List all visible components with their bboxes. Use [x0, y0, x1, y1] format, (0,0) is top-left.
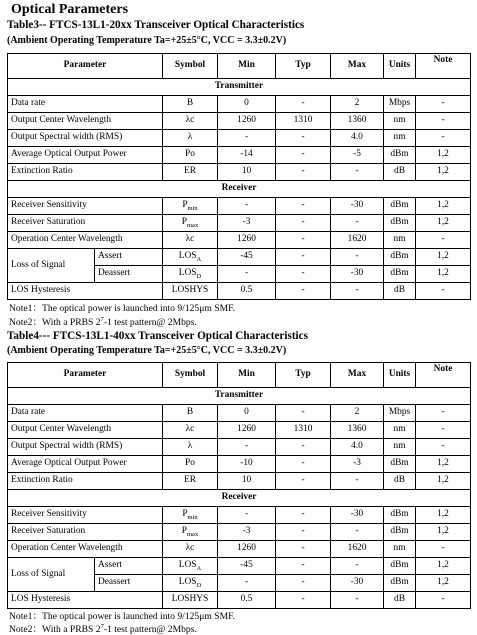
cell-typ: -: [276, 524, 331, 541]
cell-min: -: [218, 575, 276, 592]
cell-note: 1,2: [416, 164, 471, 181]
table-row: [8, 283, 471, 300]
note2-superscript: 7: [100, 315, 104, 323]
cell-typ: -: [276, 456, 331, 473]
cell-note: -: [416, 439, 471, 456]
cell-units: nm: [384, 130, 416, 147]
cell-typ: -: [276, 164, 331, 181]
cell-param: Extinction Ratio: [8, 473, 163, 490]
cell-max: -: [331, 592, 384, 609]
table-row: [8, 439, 471, 456]
cell-symbol: B: [163, 405, 218, 422]
cell-typ: -: [276, 215, 331, 232]
cell-param: Average Optical Output Power: [8, 456, 163, 473]
cell-units: dB: [384, 473, 416, 490]
table-row: [8, 147, 471, 164]
cell-units: dBm: [384, 558, 416, 575]
table3-note2: [9, 314, 197, 328]
cell-symbol: [163, 524, 218, 541]
table-row: [8, 422, 471, 439]
cell-symbol: λ: [163, 130, 218, 147]
header-min: Min: [218, 363, 276, 388]
symbol-subscript: min: [187, 514, 198, 522]
header-min: Min: [218, 54, 276, 79]
cell-param: Average Optical Output Power: [8, 147, 163, 164]
cell-symbol: ER: [163, 473, 218, 490]
cell-note: 1,2: [416, 473, 471, 490]
cell-subparam: Deassert: [95, 575, 163, 592]
cell-typ: -: [276, 232, 331, 249]
cell-symbol: [163, 507, 218, 524]
table-row: [8, 456, 471, 473]
header-max: Max: [331, 54, 384, 79]
cell-param: Loss of Signal: [8, 558, 95, 592]
cell-note: 1,2: [416, 147, 471, 164]
cell-units: dBm: [384, 456, 416, 473]
cell-max: -30: [331, 266, 384, 283]
section-transmitter: Transmitter: [8, 79, 471, 96]
cell-typ: 1310: [276, 113, 331, 130]
symbol-base: LOS: [178, 268, 197, 279]
cell-note: 1,2: [416, 456, 471, 473]
cell-units: nm: [384, 541, 416, 558]
header-parameter: Parameter: [8, 54, 163, 79]
table-header-row: [8, 54, 471, 79]
cell-units: Mbps: [384, 96, 416, 113]
cell-note: 1,2: [416, 249, 471, 266]
header-typ: Typ: [276, 363, 331, 388]
cell-min: -: [218, 507, 276, 524]
symbol-base: P: [182, 200, 188, 211]
cell-min: 1260: [218, 113, 276, 130]
table-row: [8, 249, 471, 266]
table-row: [8, 405, 471, 422]
table4: [7, 362, 471, 609]
cell-units: dB: [384, 283, 416, 300]
cell-symbol: [163, 249, 218, 266]
cell-symbol: [163, 575, 218, 592]
cell-max: 4.0: [331, 439, 384, 456]
section-row: [8, 388, 471, 405]
cell-symbol: [163, 198, 218, 215]
cell-note: -: [416, 283, 471, 300]
cell-param: Receiver Sensitivity: [8, 198, 163, 215]
cell-subparam: Assert: [95, 249, 163, 266]
cell-max: -3: [331, 456, 384, 473]
table3-note1: Note1：The optical power is launched into 9/125μm SMF.: [9, 303, 236, 314]
cell-param: Data rate: [8, 96, 163, 113]
cell-max: -: [331, 473, 384, 490]
cell-note: -: [416, 130, 471, 147]
symbol-subscript: D: [196, 273, 202, 281]
cell-min: -: [218, 130, 276, 147]
symbol-subscript: max: [187, 222, 199, 230]
section-receiver: Receiver: [8, 490, 471, 507]
symbol-base: P: [181, 526, 187, 537]
cell-typ: -: [276, 198, 331, 215]
cell-note: -: [416, 405, 471, 422]
cell-symbol: LOSHYS: [163, 592, 218, 609]
header-note: Note: [416, 54, 471, 79]
section-transmitter: Transmitter: [8, 388, 471, 405]
cell-symbol: [163, 215, 218, 232]
symbol-subscript: D: [196, 582, 202, 590]
table-row: [8, 96, 471, 113]
cell-typ: -: [276, 249, 331, 266]
cell-min: -: [218, 266, 276, 283]
cell-note: -: [416, 113, 471, 130]
cell-note: 1,2: [416, 198, 471, 215]
symbol-base: LOS: [178, 577, 197, 588]
table-row: [8, 473, 471, 490]
cell-symbol: Po: [163, 147, 218, 164]
cell-max: -: [331, 164, 384, 181]
cell-units: dB: [384, 592, 416, 609]
table3-conditions: (Ambient Operating Temperature Ta=+25±5°C, VCC = 3.3±0.2V): [7, 35, 287, 46]
cell-note: -: [416, 592, 471, 609]
note2-text-end: -1 test pattern@ 2Mbps.: [103, 317, 197, 328]
cell-units: dBm: [384, 507, 416, 524]
cell-symbol: λc: [163, 232, 218, 249]
cell-max: 2: [331, 405, 384, 422]
cell-symbol: LOSHYS: [163, 283, 218, 300]
cell-units: nm: [384, 232, 416, 249]
symbol-subscript: max: [187, 531, 199, 539]
cell-note: 1,2: [416, 524, 471, 541]
cell-units: dBm: [384, 198, 416, 215]
table-row: [8, 541, 471, 558]
cell-max: -30: [331, 507, 384, 524]
cell-max: 1620: [331, 232, 384, 249]
cell-min: 1260: [218, 541, 276, 558]
cell-note: 1,2: [416, 558, 471, 575]
cell-max: -: [331, 215, 384, 232]
cell-param: Extinction Ratio: [8, 164, 163, 181]
cell-min: -3: [218, 524, 276, 541]
cell-min: -: [218, 439, 276, 456]
cell-symbol: λc: [163, 422, 218, 439]
cell-subparam: Assert: [95, 558, 163, 575]
cell-max: -: [331, 283, 384, 300]
note2-superscript: 7: [100, 622, 104, 630]
cell-units: dBm: [384, 266, 416, 283]
cell-min: 10: [218, 164, 276, 181]
cell-param: Data rate: [8, 405, 163, 422]
cell-max: -30: [331, 198, 384, 215]
cell-typ: -: [276, 592, 331, 609]
cell-typ: -: [276, 558, 331, 575]
cell-units: Mbps: [384, 405, 416, 422]
cell-param: Loss of Signal: [8, 249, 95, 283]
cell-min: 1260: [218, 232, 276, 249]
cell-max: 2: [331, 96, 384, 113]
table-row: [8, 524, 471, 541]
note2-text: Note2：With a PRBS 2: [9, 624, 101, 635]
cell-typ: 1310: [276, 422, 331, 439]
cell-note: -: [416, 422, 471, 439]
cell-units: dBm: [384, 215, 416, 232]
cell-symbol: λ: [163, 439, 218, 456]
symbol-base: LOS: [178, 560, 197, 571]
cell-min: -45: [218, 249, 276, 266]
section-row: [8, 181, 471, 198]
cell-note: -: [416, 541, 471, 558]
cell-typ: -: [276, 96, 331, 113]
cell-max: -: [331, 524, 384, 541]
cell-param: Operation Center Wavelength: [8, 232, 163, 249]
table-row: [8, 215, 471, 232]
cell-units: dB: [384, 164, 416, 181]
header-max: Max: [331, 363, 384, 388]
cell-typ: -: [276, 439, 331, 456]
symbol-base: P: [182, 509, 188, 520]
cell-param: LOS Hysteresis: [8, 283, 163, 300]
cell-min: -: [218, 198, 276, 215]
cell-min: 0: [218, 96, 276, 113]
cell-param: Operation Center Wavelength: [8, 541, 163, 558]
cell-param: Output Center Wavelength: [8, 422, 163, 439]
cell-symbol: [163, 558, 218, 575]
cell-param: LOS Hysteresis: [8, 592, 163, 609]
table-row: [8, 198, 471, 215]
cell-min: -45: [218, 558, 276, 575]
header-symbol: Symbol: [163, 363, 218, 388]
cell-typ: -: [276, 147, 331, 164]
table-row: [8, 592, 471, 609]
table-row: [8, 507, 471, 524]
cell-units: dBm: [384, 147, 416, 164]
cell-symbol: [163, 266, 218, 283]
cell-param: Output Center Wavelength: [8, 113, 163, 130]
cell-param: Output Spectral width (RMS): [8, 439, 163, 456]
cell-units: dBm: [384, 524, 416, 541]
table-row: [8, 130, 471, 147]
cell-min: -14: [218, 147, 276, 164]
cell-note: 1,2: [416, 215, 471, 232]
cell-units: nm: [384, 422, 416, 439]
header-typ: Typ: [276, 54, 331, 79]
section-row: [8, 490, 471, 507]
cell-min: 0: [218, 405, 276, 422]
cell-units: nm: [384, 439, 416, 456]
cell-typ: -: [276, 405, 331, 422]
symbol-base: P: [181, 217, 187, 228]
table-row: [8, 558, 471, 575]
cell-typ: -: [276, 575, 331, 592]
symbol-base: LOS: [178, 251, 197, 262]
cell-note: 1,2: [416, 266, 471, 283]
cell-min: 0.5: [218, 283, 276, 300]
section-row: [8, 79, 471, 96]
symbol-subscript: min: [187, 205, 198, 213]
section-receiver: Receiver: [8, 181, 471, 198]
cell-note: 1,2: [416, 507, 471, 524]
note2-text-end: -1 test pattern@ 2Mbps.: [103, 624, 197, 635]
cell-max: 1360: [331, 422, 384, 439]
cell-symbol: ER: [163, 164, 218, 181]
cell-max: 1620: [331, 541, 384, 558]
cell-symbol: λc: [163, 113, 218, 130]
cell-max: -30: [331, 575, 384, 592]
table3-caption: Table3-- FTCS-13L1-20xx Transceiver Optical Characteristics: [7, 19, 305, 31]
cell-min: 10: [218, 473, 276, 490]
table-row: [8, 164, 471, 181]
header-note: Note: [416, 363, 471, 388]
cell-units: nm: [384, 113, 416, 130]
cell-typ: -: [276, 473, 331, 490]
cell-param: Output Spectral width (RMS): [8, 130, 163, 147]
cell-note: -: [416, 96, 471, 113]
table-row: [8, 232, 471, 249]
table-header-row: [8, 363, 471, 388]
cell-units: dBm: [384, 575, 416, 592]
header-symbol: Symbol: [163, 54, 218, 79]
header-units: Units: [384, 54, 416, 79]
cell-min: -3: [218, 215, 276, 232]
cell-symbol: Po: [163, 456, 218, 473]
cell-typ: -: [276, 283, 331, 300]
symbol-subscript: A: [196, 565, 202, 573]
table3: [7, 53, 471, 300]
header-units: Units: [384, 363, 416, 388]
cell-max: 4.0: [331, 130, 384, 147]
cell-max: -: [331, 249, 384, 266]
cell-max: 1360: [331, 113, 384, 130]
cell-typ: -: [276, 130, 331, 147]
cell-symbol: λc: [163, 541, 218, 558]
cell-units: dBm: [384, 249, 416, 266]
cell-min: 0.5: [218, 592, 276, 609]
page-title: Optical Parameters: [11, 2, 129, 17]
cell-param: Receiver Saturation: [8, 215, 163, 232]
cell-param: Receiver Saturation: [8, 524, 163, 541]
symbol-subscript: A: [196, 256, 202, 264]
table4-note2: [9, 621, 197, 635]
table4-conditions: (Ambient Operating Temperature Ta=+25±5°C, VCC = 3.3±0.2V): [7, 345, 287, 356]
cell-max: -: [331, 558, 384, 575]
cell-param: Receiver Sensitivity: [8, 507, 163, 524]
cell-note: -: [416, 232, 471, 249]
cell-subparam: Deassert: [95, 266, 163, 283]
header-parameter: Parameter: [8, 363, 163, 388]
table4-note1: Note1：The optical power is launched into 9/125μm SMF.: [9, 611, 236, 622]
table-row: [8, 113, 471, 130]
cell-min: 1260: [218, 422, 276, 439]
cell-typ: -: [276, 541, 331, 558]
note2-text: Note2：With a PRBS 2: [9, 317, 101, 328]
cell-typ: -: [276, 266, 331, 283]
cell-max: -5: [331, 147, 384, 164]
cell-note: 1,2: [416, 575, 471, 592]
cell-typ: -: [276, 507, 331, 524]
cell-symbol: B: [163, 96, 218, 113]
cell-min: -10: [218, 456, 276, 473]
table4-caption: Table4--- FTCS-13L1-40xx Transceiver Optical Characteristics: [7, 330, 308, 342]
